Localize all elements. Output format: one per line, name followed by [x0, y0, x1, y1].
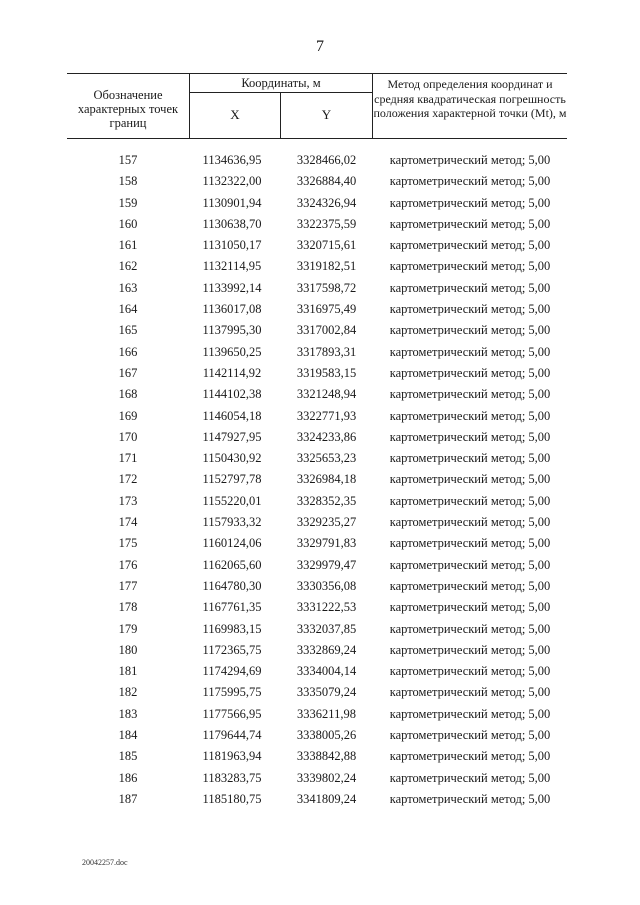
header-designation: Обозначение характерных точек границ — [77, 88, 179, 130]
point-number: 170 — [118, 429, 138, 444]
point-number: 165 — [118, 323, 138, 338]
header-divider — [280, 92, 281, 138]
coord-x: 1132114,95 — [202, 259, 262, 274]
method-cell: картометрический метод; 5,00 — [389, 515, 551, 530]
method-cell: картометрический метод; 5,00 — [389, 791, 551, 806]
method-cell: картометрический метод; 5,00 — [389, 536, 551, 551]
coord-y: 3334004,14 — [296, 664, 357, 679]
coord-x: 1134636,95 — [202, 153, 262, 167]
method-cell: картометрический метод; 5,00 — [389, 706, 551, 721]
method-cell: картометрический метод; 5,00 — [389, 238, 551, 253]
point-number: 164 — [118, 302, 138, 317]
table-row — [67, 747, 567, 768]
method-cell: картометрический метод; 5,00 — [389, 472, 551, 487]
coord-y: 3320715,61 — [296, 238, 357, 253]
method-cell: картометрический метод; 5,00 — [389, 259, 551, 274]
method-cell: картометрический метод; 5,00 — [389, 174, 551, 189]
header-y: Y — [321, 107, 332, 122]
table-row — [67, 662, 567, 683]
coord-y: 3332869,24 — [296, 642, 357, 657]
table-row — [67, 492, 567, 513]
method-cell: картометрический метод; 5,00 — [389, 408, 551, 423]
point-number: 179 — [118, 621, 138, 636]
header-divider — [189, 92, 372, 93]
coord-x: 1130638,70 — [202, 216, 262, 231]
coord-x: 1133992,14 — [202, 280, 262, 295]
point-number: 168 — [118, 387, 138, 402]
point-number: 162 — [118, 259, 138, 274]
coord-x: 1175995,75 — [202, 685, 262, 700]
method-cell: картометрический метод; 5,00 — [389, 280, 551, 295]
coord-x: 1136017,08 — [202, 302, 262, 317]
point-number: 185 — [118, 749, 138, 764]
coord-y: 3331222,53 — [296, 600, 357, 615]
coord-x: 1142114,92 — [202, 365, 262, 380]
point-number: 184 — [118, 728, 138, 743]
table-row — [67, 769, 567, 790]
coord-y: 3324233,86 — [296, 429, 357, 444]
coord-y: 3322375,59 — [296, 216, 357, 231]
coord-x: 1183283,75 — [202, 770, 262, 785]
method-cell: картометрический метод; 5,00 — [389, 216, 551, 231]
coord-y: 3322771,93 — [296, 408, 357, 423]
coord-x: 1172365,75 — [202, 642, 262, 657]
coord-y: 3330356,08 — [296, 578, 357, 593]
point-number: 166 — [118, 344, 138, 359]
coord-x: 1164780,30 — [202, 578, 262, 593]
table-row — [67, 257, 567, 278]
table-row — [67, 428, 567, 449]
point-number: 171 — [118, 451, 138, 466]
coord-y: 3329791,83 — [296, 536, 357, 551]
table-row — [67, 321, 567, 342]
point-number: 158 — [118, 174, 138, 189]
coord-x: 1179644,74 — [202, 728, 262, 743]
table-row — [67, 470, 567, 491]
coord-x: 1157933,32 — [202, 515, 262, 530]
coord-x: 1167761,35 — [202, 600, 262, 615]
method-cell: картометрический метод; 5,00 — [389, 728, 551, 743]
point-number: 159 — [118, 195, 138, 210]
method-cell: картометрический метод; 5,00 — [389, 387, 551, 402]
coord-y: 3329235,27 — [296, 515, 357, 530]
footer-filename: 20042257.doc — [82, 858, 128, 867]
page-number: 7 — [316, 38, 324, 55]
coord-y: 3338005,26 — [296, 728, 357, 743]
table-row — [67, 726, 567, 747]
table-row — [67, 194, 567, 215]
coord-y: 3339802,24 — [296, 770, 357, 785]
header-coordinates: Координаты, м — [241, 76, 321, 90]
point-number: 161 — [118, 238, 138, 253]
method-cell: картометрический метод; 5,00 — [389, 323, 551, 338]
coord-x: 1132322,00 — [202, 174, 262, 189]
coord-x: 1162065,60 — [202, 557, 262, 572]
coord-y: 3332037,85 — [296, 621, 357, 636]
table-row — [67, 449, 567, 470]
point-number: 180 — [118, 642, 138, 657]
method-cell: картометрический метод; 5,00 — [389, 429, 551, 444]
point-number: 157 — [118, 153, 138, 167]
coord-y: 3317893,31 — [296, 344, 357, 359]
coord-x: 1139650,25 — [202, 344, 262, 359]
point-number: 182 — [118, 685, 138, 700]
coord-y: 3341809,24 — [296, 791, 357, 806]
coord-y: 3338842,88 — [296, 749, 357, 764]
coord-x: 1152797,78 — [202, 472, 262, 487]
coord-y: 3324326,94 — [296, 195, 357, 210]
table-row — [67, 172, 567, 193]
coord-y: 3326984,18 — [296, 472, 357, 487]
table-row — [67, 407, 567, 428]
coord-x: 1130901,94 — [202, 195, 262, 210]
table-row — [67, 236, 567, 257]
table-row — [67, 343, 567, 364]
method-cell: картометрический метод; 5,00 — [389, 621, 551, 636]
method-cell: картометрический метод; 5,00 — [389, 664, 551, 679]
header-method: Метод определения координат и средняя квадратическая погрешность положения характерной точки (Mt), м — [373, 77, 567, 120]
point-number: 174 — [118, 515, 138, 530]
coord-x: 1147927,95 — [202, 429, 262, 444]
coord-x: 1160124,06 — [202, 536, 262, 551]
method-cell: картометрический метод; 5,00 — [389, 365, 551, 380]
method-cell: картометрический метод; 5,00 — [389, 557, 551, 572]
table-row — [67, 598, 567, 619]
point-number: 178 — [118, 600, 138, 615]
method-cell: картометрический метод; 5,00 — [389, 642, 551, 657]
header-x: X — [230, 107, 240, 122]
table-row — [67, 641, 567, 662]
coord-y: 3325653,23 — [296, 451, 357, 466]
table-row — [67, 683, 567, 704]
table-row — [67, 577, 567, 598]
coord-y: 3317598,72 — [296, 280, 357, 295]
coord-x: 1131050,17 — [202, 238, 262, 253]
header-divider — [189, 74, 190, 138]
method-cell: картометрический метод; 5,00 — [389, 153, 551, 167]
method-cell: картометрический метод; 5,00 — [389, 685, 551, 700]
point-number: 186 — [118, 770, 138, 785]
coord-y: 3328352,35 — [296, 493, 357, 508]
point-number: 173 — [118, 493, 138, 508]
method-cell: картометрический метод; 5,00 — [389, 451, 551, 466]
coord-y: 3336211,98 — [297, 706, 356, 721]
header-divider — [372, 74, 373, 138]
coord-x: 1169983,15 — [202, 621, 262, 636]
coord-y: 3316975,49 — [296, 302, 357, 317]
method-cell: картометрический метод; 5,00 — [389, 493, 551, 508]
method-cell: картометрический метод; 5,00 — [389, 344, 551, 359]
coord-x: 1146054,18 — [202, 408, 262, 423]
method-cell: картометрический метод; 5,00 — [389, 578, 551, 593]
method-cell: картометрический метод; 5,00 — [389, 195, 551, 210]
table-row — [67, 556, 567, 577]
coord-x: 1185180,75 — [202, 791, 262, 806]
coord-x: 1144102,38 — [202, 387, 262, 402]
table-body — [67, 151, 567, 811]
point-number: 172 — [118, 472, 138, 487]
point-number: 183 — [118, 706, 138, 721]
point-number: 177 — [118, 578, 138, 593]
method-cell: картометрический метод; 5,00 — [389, 749, 551, 764]
point-number: 175 — [118, 536, 138, 551]
coord-y: 3328466,02 — [296, 153, 357, 167]
point-number: 169 — [118, 408, 138, 423]
point-number: 167 — [118, 365, 138, 380]
coord-y: 3335079,24 — [296, 685, 357, 700]
coord-x: 1174294,69 — [202, 664, 262, 679]
coord-x: 1137995,30 — [202, 323, 262, 338]
coord-x: 1155220,01 — [202, 493, 262, 508]
point-number: 181 — [118, 664, 138, 679]
method-cell: картометрический метод; 5,00 — [389, 600, 551, 615]
table-row — [67, 215, 567, 236]
table-row — [67, 705, 567, 726]
coord-y: 3317002,84 — [296, 323, 357, 338]
point-number: 163 — [118, 280, 138, 295]
coord-x: 1150430,92 — [202, 451, 262, 466]
point-number: 176 — [118, 557, 138, 572]
table-row — [67, 385, 567, 406]
table-row — [67, 364, 567, 385]
table-row — [67, 534, 567, 555]
method-cell: картометрический метод; 5,00 — [389, 770, 551, 785]
coord-y: 3321248,94 — [296, 387, 357, 402]
coord-y: 3326884,40 — [296, 174, 357, 189]
coord-y: 3319182,51 — [296, 259, 357, 274]
coord-y: 3329979,47 — [296, 557, 357, 572]
coord-x: 1177566,95 — [202, 706, 262, 721]
point-number: 187 — [118, 791, 138, 806]
table-row — [67, 151, 567, 172]
table-row — [67, 300, 567, 321]
coord-x: 1181963,94 — [202, 749, 262, 764]
table-row — [67, 513, 567, 534]
table-row — [67, 790, 567, 811]
table-row — [67, 279, 567, 300]
table-row — [67, 620, 567, 641]
coord-y: 3319583,15 — [296, 365, 357, 380]
point-number: 160 — [118, 216, 138, 231]
table-header — [67, 73, 567, 139]
method-cell: картометрический метод; 5,00 — [389, 302, 551, 317]
